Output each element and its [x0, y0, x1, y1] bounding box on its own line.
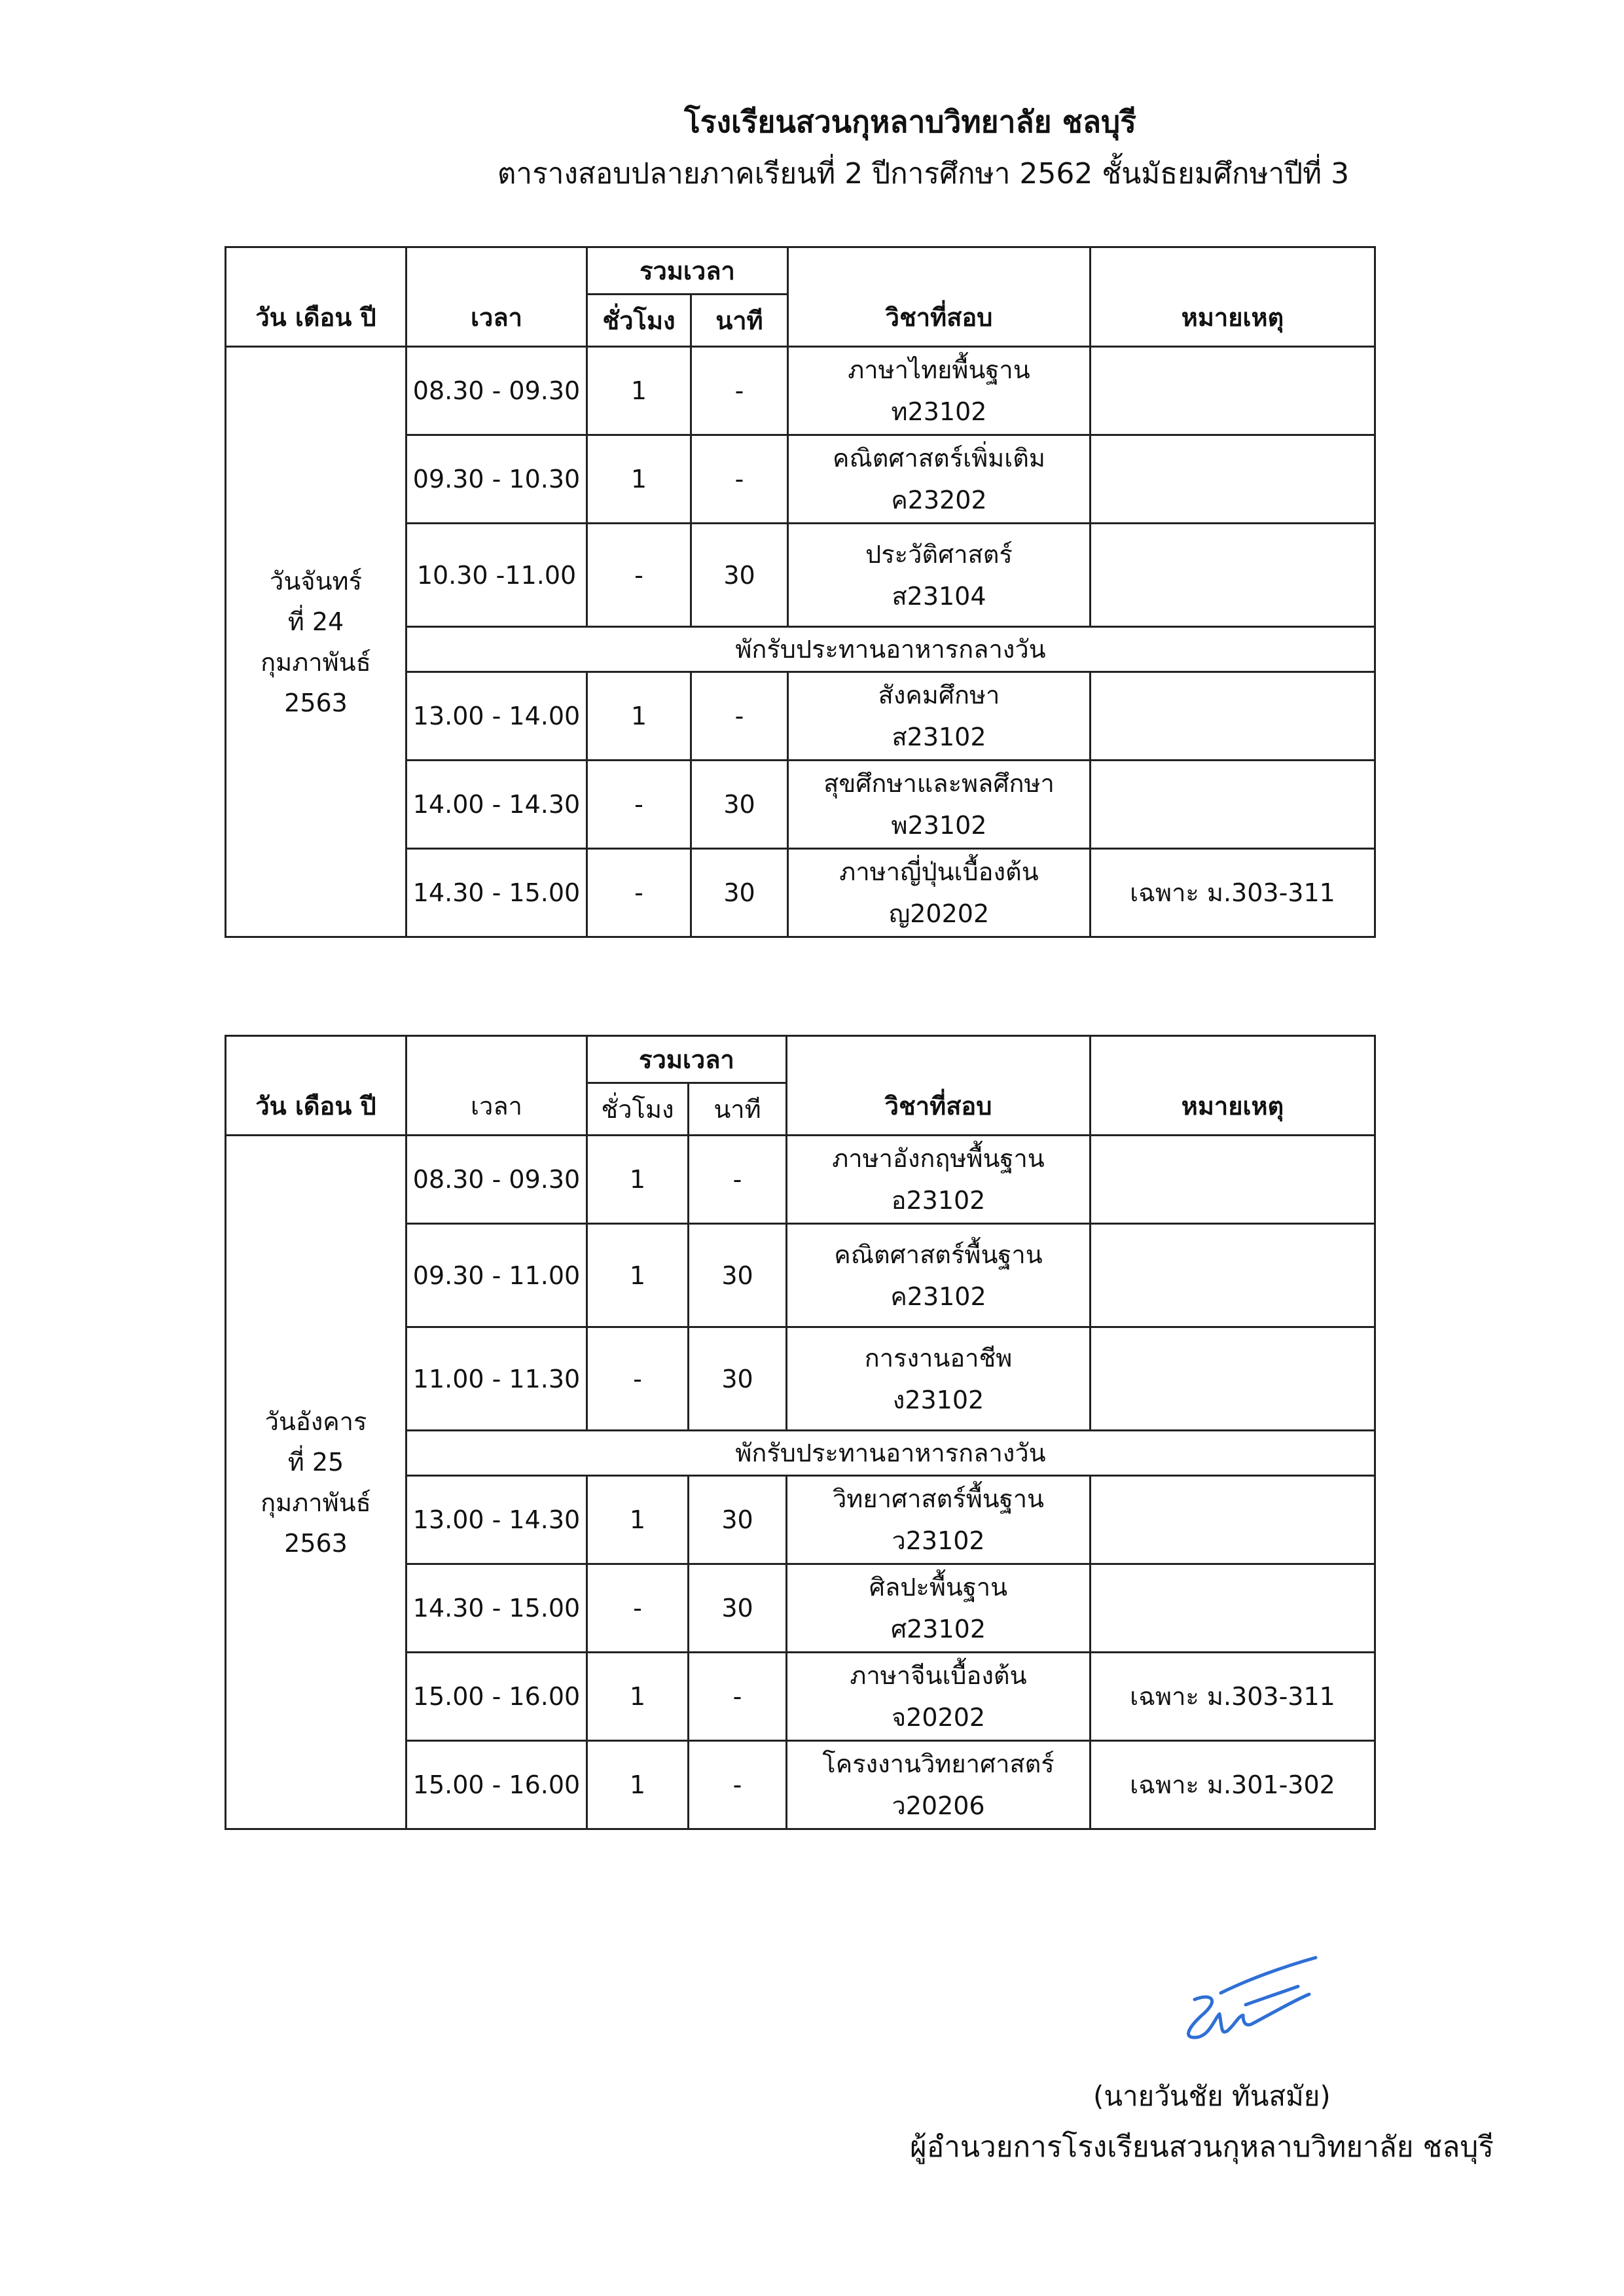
- hours-cell: 1: [587, 1653, 689, 1741]
- subject-name: ประวัติศาสตร์: [865, 539, 1013, 569]
- subject-name: คณิตศาสตร์เพิ่มเติม: [833, 444, 1045, 473]
- subject-cell: [788, 435, 1091, 524]
- month: กุมภาพันธ์: [261, 1488, 371, 1517]
- remark-cell: [1091, 1136, 1375, 1224]
- subject-name: ภาษาญี่ปุ่นเบื้องต้น: [839, 857, 1039, 886]
- minutes-cell: 30: [691, 849, 788, 937]
- time-cell: 15.00 - 16.00: [406, 1741, 587, 1829]
- exam-schedule-title: ตารางสอบปลายภาคเรียนที่ 2 ปีการศึกษา 2562 ชั้นมัธยมศึกษาปีที่ 3: [497, 157, 1350, 190]
- subject-cell: [788, 761, 1091, 849]
- subject-code: ท23102: [891, 397, 987, 426]
- subject-name: ภาษาไทยพื้นฐาน: [848, 355, 1030, 384]
- subject-code: ญ20202: [888, 899, 990, 928]
- remark-cell: [1091, 347, 1375, 435]
- minutes-cell: 30: [691, 761, 788, 849]
- hours-cell: 1: [587, 435, 691, 524]
- remark-cell: [1091, 1564, 1375, 1653]
- subject-code: อ23102: [891, 1186, 986, 1215]
- time-cell: 09.30 - 10.30: [406, 435, 587, 524]
- subject-code: พ23102: [891, 811, 987, 840]
- subject-name: วิทยาศาสตร์พื้นฐาน: [832, 1484, 1045, 1513]
- hours-cell: 1: [587, 672, 691, 761]
- subject-name: คณิตศาสตร์พื้นฐาน: [834, 1240, 1043, 1269]
- remark-cell: [1091, 1224, 1375, 1327]
- hours-cell: -: [587, 849, 691, 937]
- subject-cell: [787, 1741, 1091, 1829]
- table-row: [226, 347, 1375, 435]
- time-cell: 14.30 - 15.00: [406, 1564, 587, 1653]
- hours-cell: 1: [587, 1224, 689, 1327]
- subject-cell: [788, 672, 1091, 761]
- minutes-cell: 30: [689, 1564, 787, 1653]
- subject-cell: [788, 524, 1091, 627]
- hours-cell: 1: [587, 1741, 689, 1829]
- subject-code: ว23102: [892, 1526, 985, 1555]
- hours-cell: 1: [587, 1136, 689, 1224]
- year: 2563: [284, 688, 348, 717]
- remark-cell: [1091, 1476, 1375, 1564]
- minutes-cell: -: [689, 1136, 787, 1224]
- header-date: วัน เดือน ปี: [226, 1036, 406, 1136]
- remark-cell: เฉพาะ ม.301-302: [1091, 1741, 1375, 1829]
- subject-name: สังคมศึกษา: [878, 681, 1000, 709]
- subject-cell: [788, 347, 1091, 435]
- hours-cell: -: [587, 524, 691, 627]
- remark-cell: [1091, 524, 1375, 627]
- subject-code: ศ23102: [890, 1615, 986, 1643]
- subject-name: ภาษาอังกฤษพื้นฐาน: [832, 1144, 1045, 1173]
- subject-cell: [787, 1653, 1091, 1741]
- header-total-time: รวมเวลา: [587, 247, 788, 295]
- subject-code: ง23102: [892, 1385, 984, 1414]
- day-number: ที่ 24: [287, 607, 344, 636]
- subject-cell: [787, 1564, 1091, 1653]
- signatory-name: (นายวันชัย ทันสมัย): [1093, 2080, 1331, 2112]
- header-minutes: นาที: [691, 295, 788, 347]
- schedule-table-day2: [225, 1035, 1376, 1830]
- subject-code: จ20202: [891, 1703, 986, 1732]
- hours-cell: 1: [587, 347, 691, 435]
- subject-code: ค23202: [891, 486, 987, 514]
- remark-cell: [1091, 761, 1375, 849]
- header-total-time: รวมเวลา: [587, 1036, 787, 1083]
- subject-cell: [787, 1136, 1091, 1224]
- header-minutes: นาที: [689, 1083, 787, 1136]
- header-date: วัน เดือน ปี: [226, 247, 406, 347]
- minutes-cell: -: [689, 1653, 787, 1741]
- header-subject: วิชาที่สอบ: [788, 247, 1091, 347]
- time-cell: 14.00 - 14.30: [406, 761, 587, 849]
- minutes-cell: -: [689, 1741, 787, 1829]
- hours-cell: -: [587, 761, 691, 849]
- minutes-cell: -: [691, 435, 788, 524]
- subject-cell: [787, 1327, 1091, 1431]
- day-name: วันอังคาร: [264, 1407, 367, 1436]
- header-remark: หมายเหตุ: [1091, 247, 1375, 347]
- remark-cell: [1091, 435, 1375, 524]
- subject-name: โครงงานวิทยาศาสตร์: [822, 1749, 1055, 1778]
- time-cell: 15.00 - 16.00: [406, 1653, 587, 1741]
- time-cell: 08.30 - 09.30: [406, 347, 587, 435]
- hours-cell: -: [587, 1564, 689, 1653]
- remark-cell: [1091, 672, 1375, 761]
- time-cell: 08.30 - 09.30: [406, 1136, 587, 1224]
- lunch-break: พักรับประทานอาหารกลางวัน: [406, 1431, 1375, 1476]
- subject-cell: [787, 1476, 1091, 1564]
- table-row: [226, 1136, 1375, 1224]
- header-hours: ชั่วโมง: [587, 295, 691, 347]
- remark-cell: เฉพาะ ม.303-311: [1091, 1653, 1375, 1741]
- header-remark: หมายเหตุ: [1091, 1036, 1375, 1136]
- time-cell: 09.30 - 11.00: [406, 1224, 587, 1327]
- lunch-break: พักรับประทานอาหารกลางวัน: [406, 627, 1375, 672]
- minutes-cell: 30: [691, 524, 788, 627]
- subject-code: ค23102: [890, 1282, 986, 1311]
- time-cell: 14.30 - 15.00: [406, 849, 587, 937]
- minutes-cell: -: [691, 672, 788, 761]
- school-name: โรงเรียนสวนกุหลาบวิทยาลัย ชลบุรี: [684, 104, 1136, 139]
- header-hours: ชั่วโมง: [587, 1083, 689, 1136]
- subject-name: ศิลปะพื้นฐาน: [869, 1573, 1008, 1602]
- day-cell: [226, 1136, 406, 1829]
- subject-code: ว20206: [892, 1791, 985, 1820]
- subject-cell: [788, 849, 1091, 937]
- signatory-position: ผู้อำนวยการโรงเรียนสวนกุหลาบวิทยาลัย ชลบุรี: [910, 2130, 1494, 2164]
- subject-cell: [787, 1224, 1091, 1327]
- header-time: เวลา: [406, 247, 587, 347]
- schedule-table-day1: [225, 246, 1376, 938]
- hours-cell: 1: [587, 1476, 689, 1564]
- subject-name: สุขศึกษาและพลศึกษา: [823, 769, 1055, 798]
- signature-mark: [1175, 1954, 1326, 2052]
- remark-cell: เฉพาะ ม.303-311: [1091, 849, 1375, 937]
- day-name: วันจันทร์: [269, 566, 362, 596]
- time-cell: 11.00 - 11.30: [406, 1327, 587, 1431]
- month: กุมภาพันธ์: [261, 647, 371, 677]
- subject-name: ภาษาจีนเบื้องต้น: [850, 1661, 1027, 1690]
- minutes-cell: -: [691, 347, 788, 435]
- day-cell: [226, 347, 406, 937]
- time-cell: 10.30 -11.00: [406, 524, 587, 627]
- subject-name: การงานอาชีพ: [864, 1343, 1013, 1372]
- minutes-cell: 30: [689, 1476, 787, 1564]
- minutes-cell: 30: [689, 1224, 787, 1327]
- day-number: ที่ 25: [287, 1447, 344, 1477]
- remark-cell: [1091, 1327, 1375, 1431]
- year: 2563: [284, 1528, 348, 1558]
- header-subject: วิชาที่สอบ: [787, 1036, 1091, 1136]
- subject-code: ส23102: [892, 723, 986, 751]
- time-cell: 13.00 - 14.30: [406, 1476, 587, 1564]
- subject-code: ส23104: [892, 581, 986, 611]
- header-time: เวลา: [406, 1036, 587, 1136]
- hours-cell: -: [587, 1327, 689, 1431]
- time-cell: 13.00 - 14.00: [406, 672, 587, 761]
- minutes-cell: 30: [689, 1327, 787, 1431]
